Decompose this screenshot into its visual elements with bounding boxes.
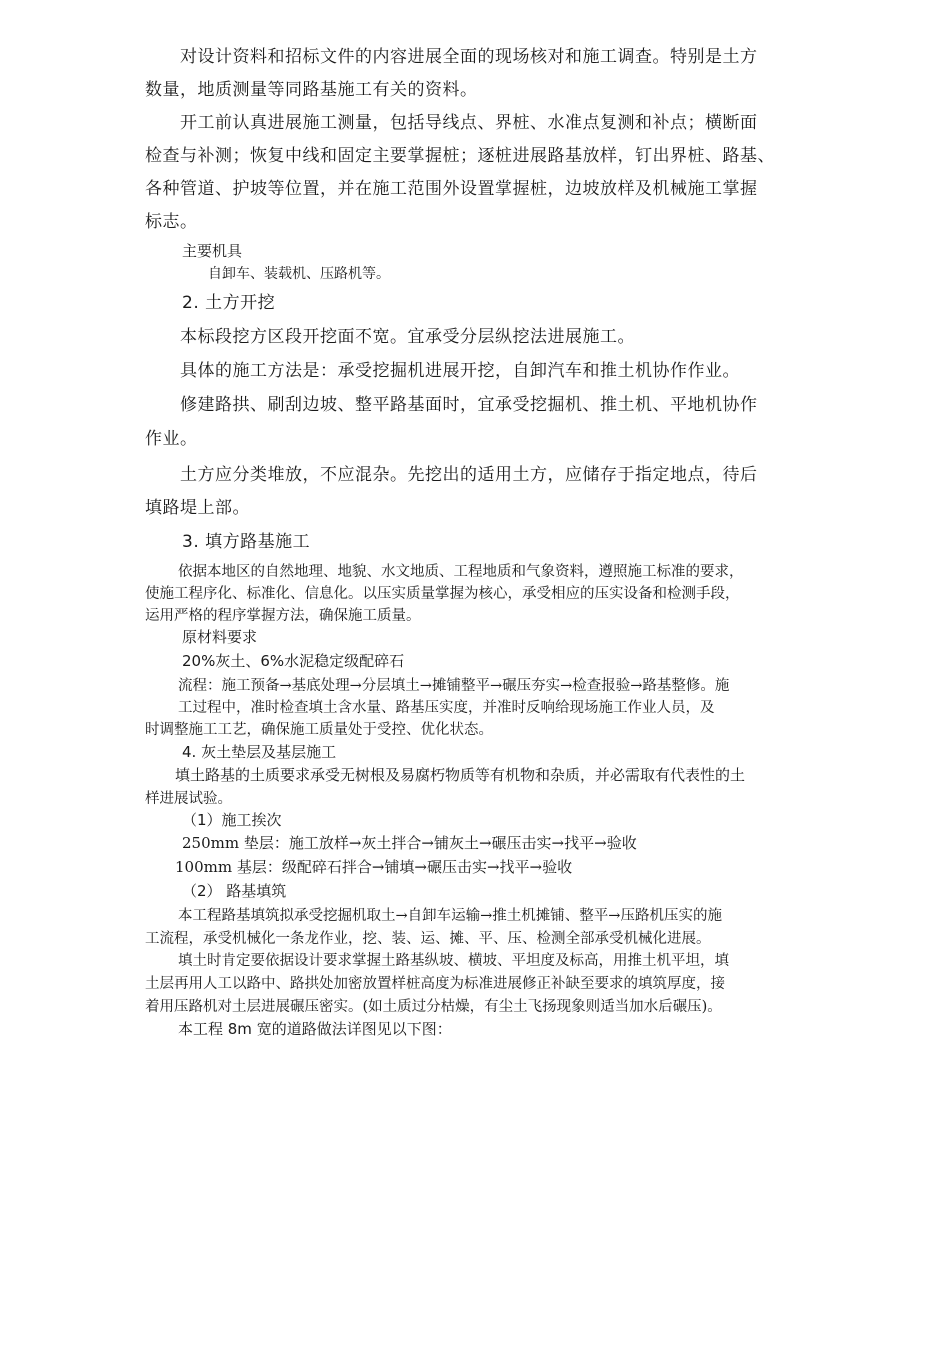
paragraph-line: 土方应分类堆放，不应混杂。先挖出的适用土方，应储存于指定地点，待后: [180, 465, 758, 485]
paragraph-line: 着用压路机对土层进展碾压密实。(如土质过分枯燥，有尘土飞扬现象则适当加水后碾压)。: [145, 999, 722, 1015]
paragraph-line: 数量，地质测量等同路基施工有关的资料。: [145, 80, 478, 100]
paragraph-line: 依据本地区的自然地理、地貌、水文地质、工程地质和气象资料，遵照施工标准的要求，: [178, 564, 744, 580]
paragraph-line: 本工程路基填筑拟承受挖掘机取土→自卸车运输→推土机摊铺、整平→压路机压实的施: [178, 908, 722, 924]
paragraph-line: 作业。: [145, 429, 198, 449]
paragraph-line: 检查与补测；恢复中线和固定主要掌握桩；逐桩进展路基放样，钉出界桩、路基、: [145, 146, 775, 166]
paragraph-line: 运用严格的程序掌握方法，确保施工质量。: [145, 608, 421, 624]
paragraph-line: 本标段挖方区段开挖面不宽。宜承受分层纵挖法进展施工。: [180, 327, 635, 347]
section-heading: 4. 灰土垫层及基层施工: [182, 743, 337, 761]
paragraph-line: 标志。: [145, 212, 198, 232]
paragraph-line: 对设计资料和招标文件的内容进展全面的现场核对和施工调查。特别是土方: [180, 47, 758, 67]
paragraph-line: 填路堤上部。: [145, 498, 250, 518]
figure-reference: 本工程 8m 宽的道路做法详图见以下图：: [178, 1020, 452, 1038]
section-heading: 2. 土方开挖: [182, 293, 276, 313]
subheading: （2） 路基填筑: [182, 882, 287, 900]
subheading: （1）施工挨次: [182, 811, 282, 829]
subheading: 主要机具: [182, 242, 243, 260]
paragraph-line: 工过程中，准时检查填土含水量、路基压实度，并准时反响给现场施工作业人员，及: [178, 700, 715, 716]
paragraph-line: 各种管道、护坡等位置，并在施工范围外设置掌握桩，边坡放样及机械施工掌握: [145, 179, 758, 199]
paragraph-line: 填土时肯定要依据设计要求掌握土路基纵坡、横坡、平坦度及标高，用推土机平坦，填: [178, 953, 729, 969]
paragraph-line: 土层再用人工以路中、路拱处加密放置样桩高度为标准进展修正补缺至要求的填筑厚度，接: [145, 976, 725, 992]
list-item: 250mm 垫层：施工放样→灰土拌合→铺灰土→碾压击实→找平→验收: [182, 834, 637, 852]
paragraph-line: 20%灰土、6%水泥稳定级配碎石: [182, 652, 405, 670]
paragraph-line: 流程：施工预备→基底处理→分层填土→摊铺整平→碾压夯实→检查报验→路基整修。施: [178, 678, 730, 694]
subheading: 原材料要求: [182, 628, 258, 646]
paragraph-line: 填土路基的土质要求承受无树根及易腐朽物质等有机物和杂质，并必需取有代表性的土: [175, 766, 746, 784]
section-heading: 3. 填方路基施工: [182, 532, 311, 552]
paragraph-line: 时调整施工工艺，确保施工质量处于受控、优化状态。: [145, 722, 493, 738]
paragraph-line: 具体的施工方法是：承受挖掘机进展开挖，自卸汽车和推土机协作作业。: [180, 361, 740, 381]
paragraph-line: 使施工程序化、标准化、信息化。以压实质量掌握为核心，承受相应的压实设备和检测手段，: [145, 586, 740, 602]
paragraph-line: 修建路拱、刷刮边坡、整平路基面时，宜承受挖掘机、推土机、平地机协作: [180, 395, 758, 415]
paragraph-line: 自卸车、装载机、压路机等。: [208, 266, 390, 282]
paragraph-line: 样进展试验。: [145, 791, 232, 807]
list-item: 100mm 基层：级配碎石拌合→铺填→碾压击实→找平→验收: [175, 858, 573, 876]
paragraph-line: 工流程，承受机械化一条龙作业，挖、装、运、摊、平、压、检测全部承受机械化进展。: [145, 931, 711, 947]
paragraph-line: 开工前认真进展施工测量，包括导线点、界桩、水准点复测和补点；横断面: [180, 113, 758, 133]
